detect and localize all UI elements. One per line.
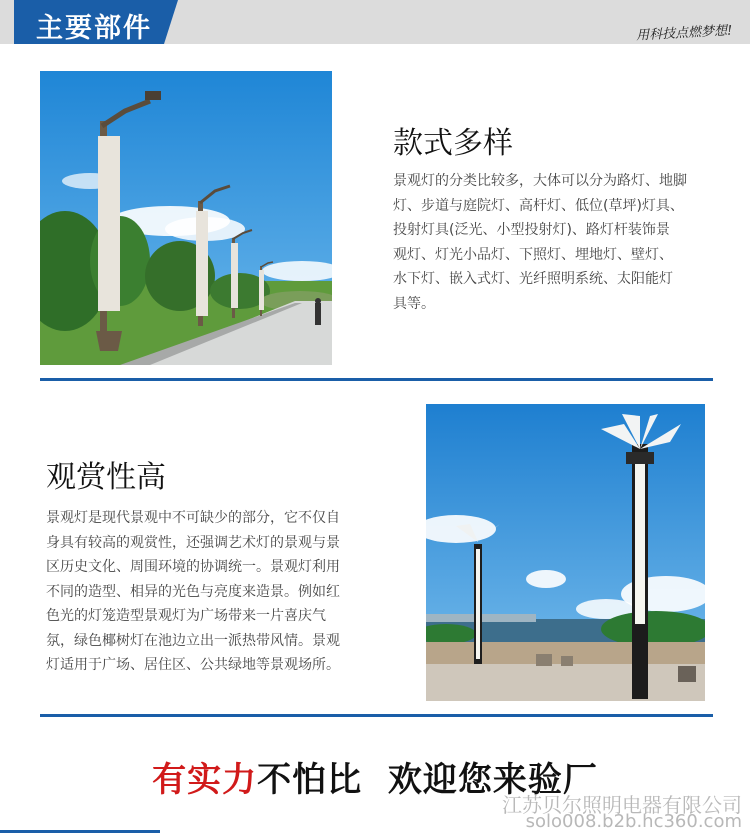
- section-line: 灯适用于广场、居住区、公共绿地等景观场所。: [46, 657, 340, 673]
- section-line: 水下灯、嵌入式灯、光纤照明系统、太阳能灯: [393, 271, 673, 287]
- section-line: 具等。: [393, 295, 435, 312]
- section-line: 色光的灯笼造型景观灯为广场带来一片喜庆气: [46, 608, 326, 624]
- header-tab: [14, 0, 164, 44]
- landscape-lamp-photo: [426, 404, 705, 701]
- section-line: 区历史文化、周围环境的协调统一。景观灯利用: [46, 559, 340, 575]
- section-line: 景观灯的分类比较多，大体可以分为路灯、地脚: [393, 173, 687, 189]
- section-line: 不同的造型、相异的光色与亮度来造景。例如红: [46, 583, 340, 600]
- street-lamp-photo: [40, 71, 332, 365]
- watermark-url: solo008.b2b.hc360.com: [525, 811, 742, 832]
- section-line: 景观灯是现代景观中不可缺少的部分，它不仅自: [46, 510, 340, 526]
- section-line: 投射灯具(泛光、小型投射灯)、路灯杆装饰景: [393, 222, 670, 238]
- section-line: 身具有较高的观赏性，还强调艺术灯的景观与景: [46, 534, 340, 551]
- header-slogan: 用科技点燃梦想!: [635, 23, 733, 44]
- cta-red-text: 有实力: [152, 760, 258, 800]
- section-title-styles: 款式多样: [393, 126, 513, 161]
- watermark-company: 江苏贝尔照明电器有限公司: [502, 793, 742, 817]
- section-line: 灯、步道与庭院灯、高杆灯、低位(草坪)灯具、: [393, 197, 684, 214]
- header-title: 主要部件: [36, 13, 152, 44]
- section-divider: [40, 378, 713, 381]
- section-title-ornamental: 观赏性高: [46, 460, 166, 495]
- section-body-ornamental: [46, 506, 366, 678]
- section-divider: [40, 714, 713, 717]
- section-line: 氛，绿色椰树灯在池边立出一派热带风情。景观: [46, 632, 340, 649]
- section-body-styles: [393, 169, 713, 316]
- cta-black-text: 不怕比 欢迎您来验厂: [257, 760, 598, 800]
- section-line: 观灯、灯光小品灯、下照灯、埋地灯、壁灯、: [393, 246, 673, 263]
